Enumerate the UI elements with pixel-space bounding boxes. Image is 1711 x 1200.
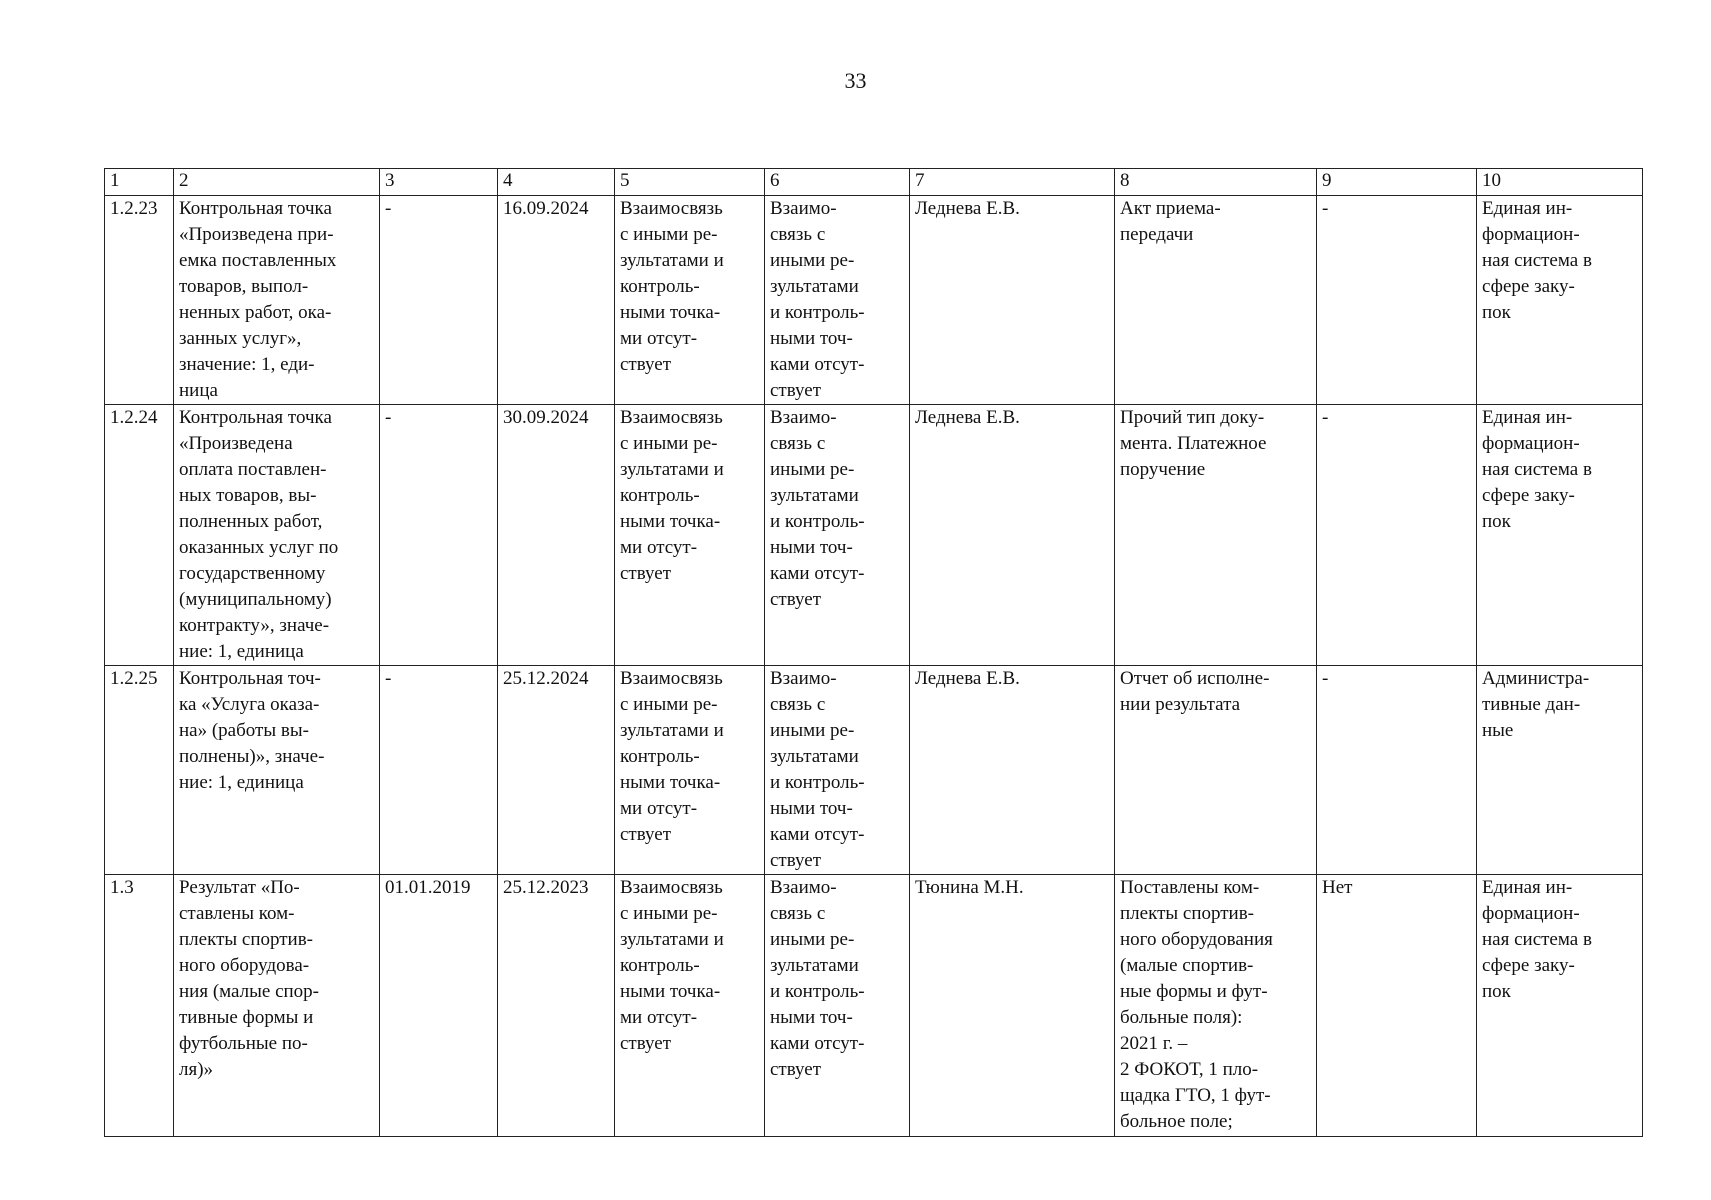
cell-line: связь с: [770, 903, 826, 924]
cell-line: с иными ре-: [620, 694, 718, 715]
cell-line: иными ре-: [770, 250, 855, 271]
cell-line: и контроль-: [770, 772, 865, 793]
cell-line: ная система в: [1482, 929, 1592, 950]
table-row: [105, 196, 1643, 405]
cell-line: контроль-: [620, 485, 700, 506]
cell-line: ками отсут-: [770, 1033, 865, 1054]
cell-line: ми отсут-: [620, 798, 698, 819]
plan-table: [104, 168, 1643, 1137]
cell-line: ными точка-: [620, 981, 721, 1002]
info-system-cell: [1477, 196, 1643, 405]
cell-line: ствует: [770, 850, 822, 871]
cell-line: ными точка-: [620, 511, 721, 532]
info-system-cell: [1477, 875, 1643, 1137]
cell-line: тивные дан-: [1482, 694, 1581, 715]
cell-line: формацион-: [1482, 433, 1580, 454]
cell-line: ная система в: [1482, 250, 1592, 271]
cell-line: ными точка-: [620, 772, 721, 793]
row-number-cell: 1.2.25: [105, 666, 174, 875]
cell-line: ми отсут-: [620, 537, 698, 558]
cell-line: ными точка-: [620, 302, 721, 323]
cell-line: сфере заку-: [1482, 955, 1575, 976]
cell-line: ствует: [770, 589, 822, 610]
cell-line: сфере заку-: [1482, 485, 1575, 506]
cell-line: связь с: [770, 224, 826, 245]
cell-line: плекты спортив-: [179, 929, 314, 950]
cell-line: контроль-: [620, 746, 700, 767]
cell-line: (малые спортив-: [1120, 955, 1254, 976]
cell-line: Взаимо-: [770, 198, 837, 219]
cell-line: ствует: [770, 1059, 822, 1080]
cell-line: зультатами: [770, 955, 859, 976]
cell-line: ние: 1, единица: [179, 641, 304, 662]
cell-line: (муниципальному): [179, 589, 332, 610]
start-date-cell: -: [380, 405, 498, 666]
cell-line: ного оборудования: [1120, 929, 1273, 950]
cell-line: ставлены ком-: [179, 903, 295, 924]
cell-line: на» (работы вы-: [179, 720, 309, 741]
cell-line: Взаимосвязь: [620, 877, 723, 898]
cell-line: с иными ре-: [620, 224, 718, 245]
responsible-cell: Леднева Е.В.: [910, 196, 1115, 405]
cell-line: полненных работ,: [179, 511, 323, 532]
header-cell-1: 1: [105, 169, 174, 196]
cell-line: ками отсут-: [770, 354, 865, 375]
table-row: [105, 405, 1643, 666]
table-row: [105, 875, 1643, 1137]
name-cell: [174, 666, 380, 875]
cell-line: ными точ-: [770, 537, 853, 558]
column-9-cell: -: [1317, 666, 1477, 875]
cell-line: ная система в: [1482, 459, 1592, 480]
cell-line: с иными ре-: [620, 903, 718, 924]
start-date-cell: -: [380, 666, 498, 875]
cell-line: зультатами: [770, 746, 859, 767]
start-date-cell: -: [380, 196, 498, 405]
cell-line: передачи: [1120, 224, 1194, 245]
cell-line: зультатами и: [620, 459, 724, 480]
cell-line: государственному: [179, 563, 326, 584]
responsible-cell: Леднева Е.В.: [910, 666, 1115, 875]
cell-line: «Произведена: [179, 433, 293, 454]
cell-line: ми отсут-: [620, 1007, 698, 1028]
row-number-cell: 1.3: [105, 875, 174, 1137]
header-cell-5: 5: [615, 169, 765, 196]
responsible-cell: Тюнина М.Н.: [910, 875, 1115, 1137]
info-system-cell: [1477, 666, 1643, 875]
cell-line: ля)»: [179, 1059, 214, 1080]
row-number-cell: 1.2.24: [105, 405, 174, 666]
cell-line: иными ре-: [770, 929, 855, 950]
info-system-cell: [1477, 405, 1643, 666]
cell-line: ными точ-: [770, 328, 853, 349]
document-cell: [1115, 405, 1317, 666]
cell-line: тивные формы и: [179, 1007, 314, 1028]
cell-line: мента. Платежное: [1120, 433, 1267, 454]
cell-line: Контрольная точка: [179, 198, 332, 219]
header-cell-6: 6: [765, 169, 910, 196]
table-row: [105, 666, 1643, 875]
cell-line: оказанных услуг по: [179, 537, 339, 558]
cell-line: формацион-: [1482, 903, 1580, 924]
cell-line: оплата поставлен-: [179, 459, 327, 480]
link-results-cell: [615, 666, 765, 875]
cell-line: 2021 г. –: [1120, 1033, 1188, 1054]
link-points-cell: [765, 875, 910, 1137]
cell-line: связь с: [770, 433, 826, 454]
cell-line: пок: [1482, 302, 1511, 323]
cell-line: Взаимосвязь: [620, 668, 723, 689]
name-cell: [174, 875, 380, 1137]
cell-line: Взаимо-: [770, 407, 837, 428]
cell-line: ные: [1482, 720, 1514, 741]
cell-line: иными ре-: [770, 720, 855, 741]
page-number: 33: [844, 68, 867, 93]
cell-line: ния (малые спор-: [179, 981, 320, 1002]
cell-line: ненных работ, ока-: [179, 302, 332, 323]
cell-line: ствует: [620, 354, 672, 375]
row-number-cell: 1.2.23: [105, 196, 174, 405]
cell-line: Взаимосвязь: [620, 407, 723, 428]
link-points-cell: [765, 196, 910, 405]
header-cell-7: 7: [910, 169, 1115, 196]
cell-line: зультатами и: [620, 720, 724, 741]
start-date-cell: 01.01.2019: [380, 875, 498, 1137]
cell-line: ствует: [770, 380, 822, 401]
column-9-cell: -: [1317, 405, 1477, 666]
cell-line: «Произведена при-: [179, 224, 334, 245]
header-cell-9: 9: [1317, 169, 1477, 196]
cell-line: нии результата: [1120, 694, 1241, 715]
end-date-cell: 25.12.2024: [498, 666, 615, 875]
cell-line: Контрольная точка: [179, 407, 332, 428]
header-row: [105, 169, 1643, 196]
cell-line: контроль-: [620, 276, 700, 297]
cell-line: Взаимо-: [770, 877, 837, 898]
link-points-cell: [765, 666, 910, 875]
end-date-cell: 16.09.2024: [498, 196, 615, 405]
cell-line: ные формы и фут-: [1120, 981, 1268, 1002]
cell-line: ница: [179, 380, 218, 401]
cell-line: пок: [1482, 511, 1511, 532]
cell-line: щадка ГТО, 1 фут-: [1120, 1085, 1271, 1106]
cell-line: Прочий тип доку-: [1120, 407, 1265, 428]
cell-line: Взаимо-: [770, 668, 837, 689]
end-date-cell: 25.12.2023: [498, 875, 615, 1137]
cell-line: контракту», значе-: [179, 615, 330, 636]
cell-line: контроль-: [620, 955, 700, 976]
cell-line: Администра-: [1482, 668, 1590, 689]
cell-line: зультатами и: [620, 929, 724, 950]
cell-line: ние: 1, единица: [179, 772, 304, 793]
header-cell-3: 3: [380, 169, 498, 196]
cell-line: плекты спортив-: [1120, 903, 1255, 924]
document-cell: [1115, 196, 1317, 405]
link-results-cell: [615, 875, 765, 1137]
cell-line: Взаимосвязь: [620, 198, 723, 219]
cell-line: Единая ин-: [1482, 407, 1573, 428]
cell-line: Отчет об исполне-: [1120, 668, 1270, 689]
cell-line: Поставлены ком-: [1120, 877, 1260, 898]
cell-line: ных товаров, вы-: [179, 485, 317, 506]
header-cell-10: 10: [1477, 169, 1643, 196]
cell-line: ми отсут-: [620, 328, 698, 349]
cell-line: больные поля):: [1120, 1007, 1243, 1028]
cell-line: иными ре-: [770, 459, 855, 480]
cell-line: зультатами: [770, 276, 859, 297]
cell-line: формацион-: [1482, 224, 1580, 245]
cell-line: Единая ин-: [1482, 198, 1573, 219]
header-cell-8: 8: [1115, 169, 1317, 196]
cell-line: с иными ре-: [620, 433, 718, 454]
cell-line: полнены)», значе-: [179, 746, 325, 767]
cell-line: ка «Услуга оказа-: [179, 694, 320, 715]
cell-line: зультатами и: [620, 250, 724, 271]
cell-line: Результат «По-: [179, 877, 300, 898]
cell-line: ствует: [620, 824, 672, 845]
cell-line: ными точ-: [770, 798, 853, 819]
cell-line: Единая ин-: [1482, 877, 1573, 898]
cell-line: и контроль-: [770, 302, 865, 323]
end-date-cell: 30.09.2024: [498, 405, 615, 666]
responsible-cell: Леднева Е.В.: [910, 405, 1115, 666]
cell-line: и контроль-: [770, 511, 865, 532]
cell-line: Акт приема-: [1120, 198, 1221, 219]
header-cell-2: 2: [174, 169, 380, 196]
cell-line: сфере заку-: [1482, 276, 1575, 297]
cell-line: футбольные по-: [179, 1033, 308, 1054]
cell-line: зультатами: [770, 485, 859, 506]
cell-line: и контроль-: [770, 981, 865, 1002]
cell-line: ствует: [620, 1033, 672, 1054]
link-results-cell: [615, 405, 765, 666]
document-cell: [1115, 875, 1317, 1137]
cell-line: больное поле;: [1120, 1111, 1233, 1132]
column-9-cell: Нет: [1317, 875, 1477, 1137]
header-cell-4: 4: [498, 169, 615, 196]
cell-line: пок: [1482, 981, 1511, 1002]
cell-line: значение: 1, еди-: [179, 354, 315, 375]
cell-line: товаров, выпол-: [179, 276, 309, 297]
cell-line: занных услуг»,: [179, 328, 302, 349]
cell-line: ствует: [620, 563, 672, 584]
cell-line: емка поставленных: [179, 250, 337, 271]
link-results-cell: [615, 196, 765, 405]
document-cell: [1115, 666, 1317, 875]
cell-line: ками отсут-: [770, 563, 865, 584]
cell-line: ного оборудова-: [179, 955, 310, 976]
cell-line: 2 ФОКОТ, 1 пло-: [1120, 1059, 1259, 1080]
cell-line: Контрольная точ-: [179, 668, 321, 689]
cell-line: связь с: [770, 694, 826, 715]
name-cell: [174, 196, 380, 405]
cell-line: ными точ-: [770, 1007, 853, 1028]
cell-line: поручение: [1120, 459, 1206, 480]
link-points-cell: [765, 405, 910, 666]
column-9-cell: -: [1317, 196, 1477, 405]
cell-line: ками отсут-: [770, 824, 865, 845]
name-cell: [174, 405, 380, 666]
